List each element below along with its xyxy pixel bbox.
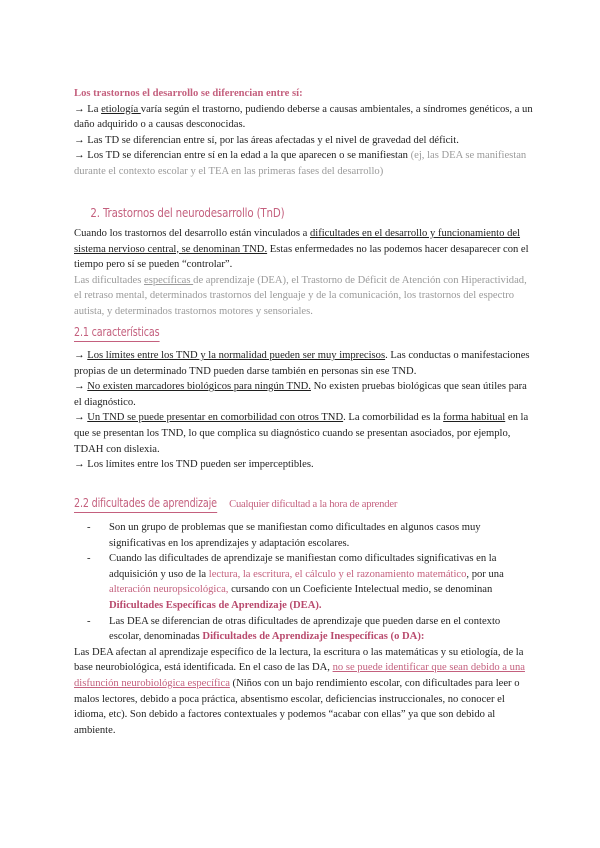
section-2-2-block xyxy=(74,520,534,738)
arrow-icon: → xyxy=(74,350,85,361)
characteristic-item-3: → Un TND se puede presentar en comorbilidad con otros TND. La comorbilidad es la forma habitual en la que se presentan los TND, lo que complica su diagnóstico cuando se presentan asociados, por ejemplo, TDAH con dislexia. xyxy=(74,412,529,455)
characteristic-item-2: → No existen marcadores biológicos para ningún TND. No existen pruebas biológicas que sean útiles para el diagnóstico. xyxy=(74,381,527,408)
section-2-2-heading: 2.2 dificultades de aprendizaje xyxy=(74,496,217,513)
list-item: - Las DEA se diferencian de otras dificultades de aprendizaje que pueden darse en el contexto escolar, denominadas Dificultades de Aprendizaje Inespecíficas (o DA): xyxy=(74,614,534,645)
section-2-1-heading: 2.1 características xyxy=(74,325,159,342)
section-2-1-heading-wrap xyxy=(74,325,534,342)
list-item: - Cuando las dificultades de aprendizaje se manifiestan como dificultades significativas en la adquisición y uso de la lectura, la escritura, el cálculo y el razonamiento matemático, por una alteración neuropsicológica, cursando con un Coeficiente Intelectual medio, se denominan Dificultades Específicas de Aprendizaje (DEA). xyxy=(74,551,534,613)
section-2-2-paragraph: Las DEA afectan al aprendizaje específico de la lectura, la escritura o las matemáticas y su etiología, de la base neurobiológica, está identificada. En el caso de las DA, no se puede identificar que sean debido a una disfunción neurobiológica específica (Niños con un bajo rendimiento escolar, con dificultades para leer o malos lectores, debido a poca práctica, absentismo escolar, deficiencias instruccionales, no conocer el idioma, etc). Son debido a factores contextuales y podemos “acabar con ellas” ya que son debido al ambiente. xyxy=(74,646,525,736)
intro-bullet-2: → Las TD se diferencian entre sí, por las áreas afectadas y el nivel de gravedad del déficit. xyxy=(74,134,459,146)
intro-title: Los trastornos el desarrollo se diferencian entre sí: xyxy=(74,88,303,99)
arrow-icon: → xyxy=(74,381,85,393)
characteristic-item-1: → Los límites entre los TND y la normalidad pueden ser muy imprecisos. Las conductas o manifestaciones propias de un determinado TND pueden darse también en personas sin ese TND. xyxy=(74,350,530,377)
section-2-2-subtitle: Cualquier dificultad a la hora de aprender xyxy=(226,499,398,510)
intro-bullet-1: → La etiología varía según el trastorno, pudiendo deberse a causas ambientales, a síndromes genéticos, a un daño adquirido o a causas desconocidas. xyxy=(74,103,533,131)
intro-bullet-3: → Los TD se diferencian entre sí en la edad a la que aparecen o se manifiestan (ej, las DEA se manifiestan durante el contexto escolar y el TEA en las primeras fases del desarrollo) xyxy=(74,150,527,177)
arrow-icon: → xyxy=(74,150,85,162)
section-2-heading: 2. Trastornos del neurodesarrollo (TnD) xyxy=(90,205,285,220)
section-2-block xyxy=(74,226,534,320)
intro-block xyxy=(74,86,534,180)
section-2-1-block xyxy=(74,348,534,473)
arrow-icon: → xyxy=(74,103,85,115)
arrow-icon: → xyxy=(74,459,85,471)
arrow-icon: → xyxy=(74,412,85,424)
section-2-paragraph-2: Las dificultades específicas de aprendizaje (DEA), el Trastorno de Déficit de Atención con Hiperactividad, el retraso mental, determinados trastornos del lenguaje y de la comunicación, los trastornos del espectro autista, y determinados trastornos motores y sensoriales. xyxy=(74,274,527,317)
characteristic-item-4: → Los límites entre los TND pueden ser imperceptibles. xyxy=(74,459,314,471)
learning-difficulties-list xyxy=(74,520,534,645)
section-2-2-heading-wrap xyxy=(74,496,534,513)
arrow-icon: → xyxy=(74,134,85,146)
section-2-heading-wrap xyxy=(74,205,534,221)
list-item: - Son un grupo de problemas que se manifiestan como dificultades en algunos casos muy significativas en los aprendizajes y adaptación escolares. xyxy=(74,520,534,551)
section-2-paragraph-1: Cuando los trastornos del desarrollo están vinculados a dificultades en el desarrollo y funcionamiento del sistema nervioso central, se denominan TND. Estas enfermedades no las podemos hacer desaparecer con el tiempo pero sí se pueden “controlar”. xyxy=(74,228,529,271)
